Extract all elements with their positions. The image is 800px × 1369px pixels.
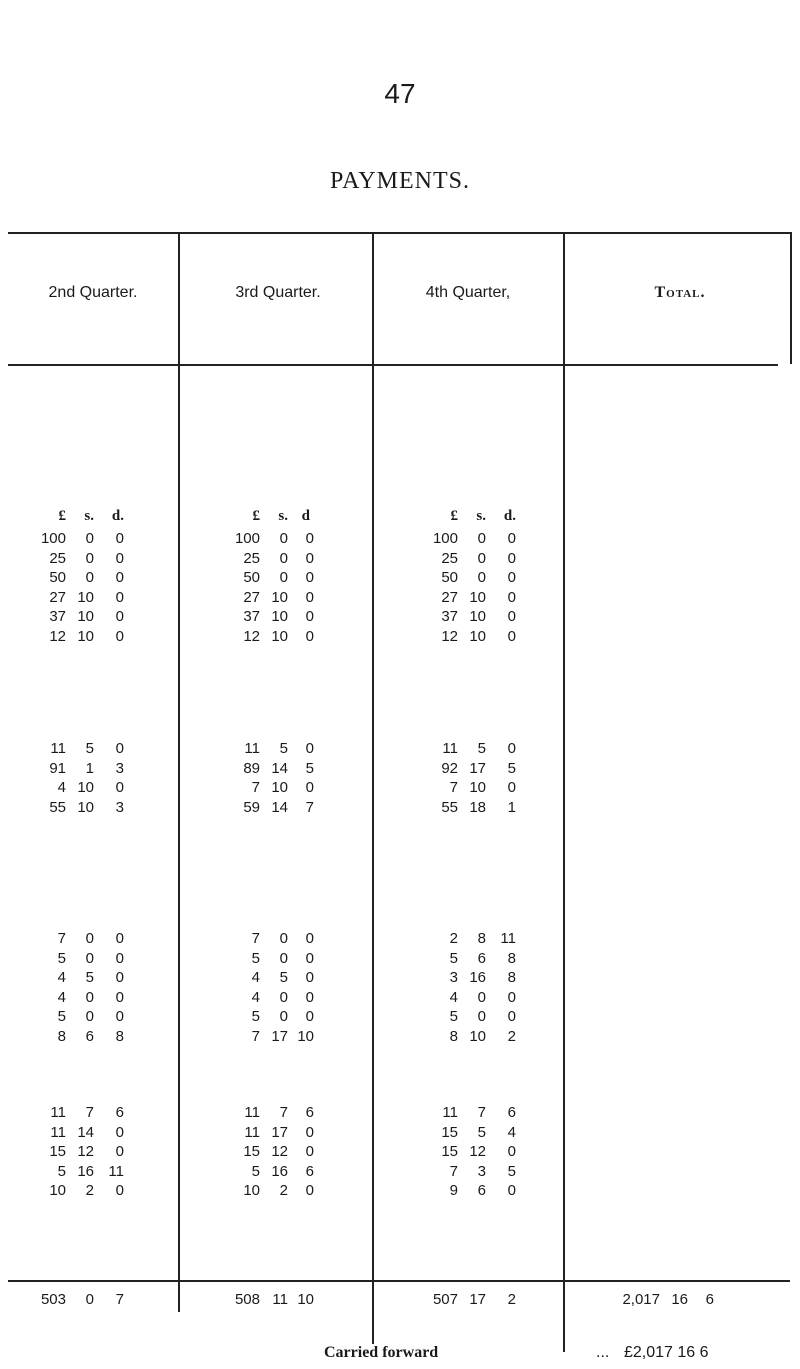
pounds: 11 bbox=[50, 1104, 66, 1121]
shillings: 0 bbox=[279, 569, 288, 587]
shillings: 2 bbox=[85, 1182, 94, 1200]
pounds: 27 bbox=[441, 588, 458, 606]
table-row-amount bbox=[0, 1143, 180, 1163]
pence: 0 bbox=[115, 779, 124, 797]
pounds: 89 bbox=[243, 759, 260, 777]
pounds: 15 bbox=[441, 1123, 458, 1141]
table-row-amount bbox=[0, 1124, 180, 1144]
shillings: 17 bbox=[271, 1123, 288, 1141]
shillings: 16 bbox=[671, 1291, 688, 1308]
page-title: PAYMENTS. bbox=[330, 168, 470, 194]
shillings: 0 bbox=[85, 1008, 94, 1026]
shillings: 10 bbox=[77, 588, 94, 606]
table-row-amount bbox=[196, 930, 376, 950]
pounds: 5 bbox=[57, 1162, 66, 1180]
pounds: 37 bbox=[243, 608, 260, 626]
pence: 2 bbox=[507, 1291, 516, 1308]
shillings: 5 bbox=[279, 969, 288, 987]
shillings: 0 bbox=[85, 549, 94, 567]
shillings: 5 bbox=[85, 740, 94, 757]
pence: 0 bbox=[115, 1143, 124, 1161]
table-row-amount bbox=[196, 550, 376, 570]
pence: 6 bbox=[705, 1291, 714, 1308]
pence: 0 bbox=[305, 628, 314, 645]
pence: 0 bbox=[305, 1123, 314, 1141]
table-row-amount bbox=[0, 628, 180, 648]
shillings: 0 bbox=[85, 1291, 94, 1308]
carried-forward-label: Carried forward bbox=[324, 1344, 439, 1361]
pence: 0 bbox=[507, 549, 516, 567]
pence-symbol: d. bbox=[503, 508, 516, 524]
table-row-amount bbox=[0, 1104, 180, 1124]
pence: 0 bbox=[507, 608, 516, 626]
table-row-amount bbox=[0, 530, 180, 550]
pence: 4 bbox=[507, 1123, 516, 1141]
table-row-amount bbox=[0, 1028, 180, 1048]
pence: 0 bbox=[507, 1182, 516, 1200]
table-row-amount bbox=[392, 608, 572, 628]
heading-4th-quarter: 4th Quarter, bbox=[425, 284, 511, 301]
shillings: 11 bbox=[272, 1291, 288, 1308]
pence: 2 bbox=[507, 1028, 516, 1045]
pounds: 55 bbox=[441, 798, 458, 816]
shillings: 5 bbox=[477, 740, 486, 757]
pounds: 4 bbox=[449, 988, 458, 1006]
table-row-amount bbox=[392, 530, 572, 550]
pence: 0 bbox=[305, 530, 314, 547]
pence: 0 bbox=[305, 969, 314, 987]
pence-symbol: d bbox=[301, 508, 310, 524]
pounds: 92 bbox=[441, 759, 458, 777]
pence: 0 bbox=[305, 779, 314, 797]
header-rule bbox=[8, 364, 778, 366]
pence: 0 bbox=[305, 740, 314, 757]
pounds: 507 bbox=[432, 1291, 458, 1308]
pounds: 25 bbox=[243, 549, 260, 567]
shillings: 17 bbox=[271, 1028, 288, 1045]
pence: 0 bbox=[507, 530, 516, 547]
table-row-amount bbox=[196, 1182, 376, 1202]
shillings: 10 bbox=[271, 779, 288, 797]
table-row-amount bbox=[196, 989, 376, 1009]
table-row-amount bbox=[196, 1028, 376, 1048]
pence: 10 bbox=[297, 1291, 314, 1308]
pounds-symbol: £ bbox=[58, 508, 66, 524]
table-row-amount bbox=[196, 779, 376, 799]
table-row-amount bbox=[392, 760, 572, 780]
table-row-amount bbox=[392, 799, 572, 819]
shillings: 0 bbox=[85, 930, 94, 947]
shillings-symbol: s. bbox=[278, 508, 288, 524]
shillings: 5 bbox=[477, 1123, 486, 1141]
pounds: 4 bbox=[251, 988, 260, 1006]
pounds: 15 bbox=[49, 1143, 66, 1161]
total-2nd-quarter bbox=[0, 1291, 180, 1311]
shillings: 14 bbox=[271, 759, 288, 777]
shillings: 17 bbox=[469, 759, 486, 777]
shillings: 10 bbox=[77, 628, 94, 645]
pounds: 8 bbox=[57, 1028, 66, 1045]
pence-symbol: d. bbox=[111, 508, 124, 524]
pence: 0 bbox=[305, 930, 314, 947]
shillings: 10 bbox=[77, 608, 94, 626]
pence: 0 bbox=[115, 549, 124, 567]
total-3rd-quarter bbox=[196, 1291, 376, 1311]
pounds: 5 bbox=[57, 1008, 66, 1026]
pounds: 5 bbox=[449, 949, 458, 967]
shillings: 12 bbox=[271, 1143, 288, 1161]
table-row-amount bbox=[0, 930, 180, 950]
shillings: 0 bbox=[279, 930, 288, 947]
shillings: 1 bbox=[85, 759, 94, 777]
pounds: 5 bbox=[251, 1008, 260, 1026]
table-row-amount bbox=[392, 989, 572, 1009]
table-row-amount bbox=[392, 1182, 572, 1202]
table-row-amount bbox=[196, 1163, 376, 1183]
pence: 6 bbox=[305, 1104, 314, 1121]
pounds: 5 bbox=[251, 1162, 260, 1180]
table-row-amount bbox=[392, 740, 572, 760]
shillings: 10 bbox=[469, 628, 486, 645]
shillings: 0 bbox=[279, 549, 288, 567]
shillings-symbol: s. bbox=[476, 508, 486, 524]
pence: 0 bbox=[115, 1008, 124, 1026]
shillings: 0 bbox=[85, 988, 94, 1006]
shillings: 0 bbox=[477, 549, 486, 567]
pence: 0 bbox=[115, 569, 124, 587]
pence: 0 bbox=[115, 530, 124, 547]
table-row-amount bbox=[0, 589, 180, 609]
pounds: 37 bbox=[441, 608, 458, 626]
table-row-amount bbox=[196, 530, 376, 550]
table-row-amount bbox=[196, 950, 376, 970]
table-row-amount bbox=[0, 740, 180, 760]
shillings: 6 bbox=[477, 949, 486, 967]
pounds: 2,017 bbox=[622, 1291, 660, 1308]
currency-header-3rd bbox=[196, 508, 376, 528]
pounds: 3 bbox=[449, 969, 458, 987]
heading-total: Total. bbox=[654, 284, 706, 301]
shillings: 10 bbox=[77, 779, 94, 797]
pounds: 4 bbox=[251, 969, 260, 987]
table-row-amount bbox=[392, 1124, 572, 1144]
shillings: 0 bbox=[477, 569, 486, 587]
table-row-amount bbox=[196, 628, 376, 648]
pounds: 4 bbox=[57, 988, 66, 1006]
pence: 0 bbox=[305, 588, 314, 606]
table-row-amount bbox=[0, 799, 180, 819]
pence: 0 bbox=[507, 740, 516, 757]
pounds: 25 bbox=[49, 549, 66, 567]
pounds: 7 bbox=[449, 1162, 458, 1180]
table-row-amount bbox=[392, 628, 572, 648]
pence: 3 bbox=[115, 759, 124, 777]
pounds: 59 bbox=[243, 798, 260, 816]
shillings: 17 bbox=[469, 1291, 486, 1308]
total-rule bbox=[8, 1280, 790, 1282]
pounds: 9 bbox=[449, 1182, 458, 1200]
pence: 7 bbox=[115, 1291, 124, 1308]
pounds: 7 bbox=[57, 930, 66, 947]
pounds: 12 bbox=[441, 628, 458, 645]
pence: 0 bbox=[507, 988, 516, 1006]
pounds: 10 bbox=[49, 1182, 66, 1200]
shillings: 0 bbox=[279, 988, 288, 1006]
shillings: 0 bbox=[279, 1008, 288, 1026]
pence: 0 bbox=[305, 949, 314, 967]
table-row-amount bbox=[196, 969, 376, 989]
table-row-amount bbox=[392, 1104, 572, 1124]
table-row-amount bbox=[0, 950, 180, 970]
pounds: 503 bbox=[40, 1291, 66, 1308]
table-row-amount bbox=[392, 550, 572, 570]
table-row-amount bbox=[392, 779, 572, 799]
shillings: 0 bbox=[477, 1008, 486, 1026]
table-row-amount bbox=[392, 1163, 572, 1183]
pence: 0 bbox=[115, 988, 124, 1006]
shillings: 12 bbox=[77, 1143, 94, 1161]
pounds: 27 bbox=[243, 588, 260, 606]
table-row-amount bbox=[392, 1008, 572, 1028]
shillings: 7 bbox=[85, 1104, 94, 1121]
pounds: 5 bbox=[57, 949, 66, 967]
table-row-amount bbox=[196, 1104, 376, 1124]
pounds: 7 bbox=[251, 930, 260, 947]
table-row-amount bbox=[196, 589, 376, 609]
shillings: 10 bbox=[469, 1028, 486, 1045]
shillings: 0 bbox=[85, 569, 94, 587]
pounds: 7 bbox=[449, 779, 458, 797]
divider-right bbox=[790, 232, 792, 364]
shillings: 6 bbox=[85, 1028, 94, 1045]
shillings: 3 bbox=[477, 1162, 486, 1180]
shillings: 0 bbox=[477, 530, 486, 547]
heading-3rd-quarter: 3rd Quarter. bbox=[235, 284, 321, 301]
pence: 8 bbox=[507, 969, 516, 987]
pounds: 4 bbox=[57, 969, 66, 987]
pounds: 508 bbox=[234, 1291, 260, 1308]
shillings: 0 bbox=[85, 949, 94, 967]
shillings: 10 bbox=[469, 779, 486, 797]
pounds: 27 bbox=[49, 588, 66, 606]
shillings: 10 bbox=[271, 628, 288, 645]
pence: 0 bbox=[305, 549, 314, 567]
pence: 0 bbox=[115, 588, 124, 606]
pounds: 10 bbox=[243, 1182, 260, 1200]
currency-header-2nd bbox=[0, 508, 180, 528]
pence: 0 bbox=[507, 779, 516, 797]
pence: 0 bbox=[115, 1123, 124, 1141]
pounds: 100 bbox=[40, 530, 66, 547]
table-row-amount bbox=[392, 969, 572, 989]
pence: 5 bbox=[507, 1162, 516, 1180]
pounds-symbol: £ bbox=[252, 508, 260, 524]
shillings: 10 bbox=[271, 608, 288, 626]
pounds: 11 bbox=[244, 1123, 260, 1141]
pounds: 100 bbox=[234, 530, 260, 547]
table-row-amount bbox=[392, 569, 572, 589]
table-row-amount bbox=[196, 799, 376, 819]
pence: 5 bbox=[305, 759, 314, 777]
shillings: 16 bbox=[271, 1162, 288, 1180]
pence: 0 bbox=[305, 569, 314, 587]
shillings: 18 bbox=[469, 798, 486, 816]
pence: 6 bbox=[115, 1104, 124, 1121]
pence: 6 bbox=[305, 1162, 314, 1180]
shillings: 0 bbox=[279, 530, 288, 547]
table-row-amount bbox=[0, 1008, 180, 1028]
pounds: 11 bbox=[244, 740, 260, 757]
table-row-amount bbox=[196, 760, 376, 780]
shillings: 7 bbox=[477, 1104, 486, 1121]
pence: 0 bbox=[115, 628, 124, 645]
table-row-amount bbox=[0, 969, 180, 989]
pounds: 55 bbox=[49, 798, 66, 816]
pounds: 50 bbox=[243, 569, 260, 587]
carried-forward-leader: ... bbox=[596, 1344, 610, 1361]
pounds: 5 bbox=[449, 1008, 458, 1026]
pence: 0 bbox=[115, 608, 124, 626]
pence: 0 bbox=[115, 740, 124, 757]
pence: 0 bbox=[305, 1008, 314, 1026]
table-row-amount bbox=[392, 1028, 572, 1048]
shillings: 8 bbox=[477, 930, 486, 947]
shillings: 7 bbox=[279, 1104, 288, 1121]
pounds-symbol: £ bbox=[450, 508, 458, 524]
shillings: 6 bbox=[477, 1182, 486, 1200]
table-row-amount bbox=[392, 950, 572, 970]
pounds: 11 bbox=[50, 1123, 66, 1141]
pence: 0 bbox=[305, 988, 314, 1006]
pounds: 11 bbox=[50, 740, 66, 757]
pence: 3 bbox=[115, 798, 124, 816]
pounds: 11 bbox=[244, 1104, 260, 1121]
pence: 0 bbox=[507, 588, 516, 606]
table-row-amount bbox=[0, 608, 180, 628]
pence: 5 bbox=[507, 759, 516, 777]
total-4th-quarter bbox=[392, 1291, 572, 1311]
shillings: 10 bbox=[77, 798, 94, 816]
pounds: 25 bbox=[441, 549, 458, 567]
table-row-amount bbox=[392, 930, 572, 950]
table-row-amount bbox=[196, 608, 376, 628]
pounds: 7 bbox=[251, 1028, 260, 1045]
pence: 10 bbox=[297, 1028, 314, 1045]
table-row-amount bbox=[0, 1163, 180, 1183]
shillings: 0 bbox=[85, 530, 94, 547]
shillings: 0 bbox=[279, 949, 288, 967]
table-row-amount bbox=[392, 1143, 572, 1163]
shillings-symbol: s. bbox=[84, 508, 94, 524]
heading-2nd-quarter: 2nd Quarter. bbox=[48, 284, 138, 301]
pence: 0 bbox=[305, 1182, 314, 1200]
pence: 0 bbox=[115, 969, 124, 987]
shillings: 10 bbox=[469, 588, 486, 606]
table-row-amount bbox=[0, 569, 180, 589]
shillings: 5 bbox=[279, 740, 288, 757]
pence: 1 bbox=[507, 798, 516, 816]
pounds: 50 bbox=[441, 569, 458, 587]
pounds: 50 bbox=[49, 569, 66, 587]
pounds: 91 bbox=[49, 759, 66, 777]
table-row-amount bbox=[196, 740, 376, 760]
pounds: 12 bbox=[49, 628, 66, 645]
table-row-amount bbox=[196, 1143, 376, 1163]
pounds: 11 bbox=[442, 740, 458, 757]
grand-total bbox=[580, 1291, 780, 1311]
pounds: 8 bbox=[449, 1028, 458, 1045]
shillings: 14 bbox=[271, 798, 288, 816]
shillings: 5 bbox=[85, 969, 94, 987]
table-row-amount bbox=[196, 569, 376, 589]
table-row-amount bbox=[196, 1008, 376, 1028]
pence: 11 bbox=[500, 930, 516, 947]
pence: 0 bbox=[507, 1008, 516, 1026]
pence: 0 bbox=[115, 930, 124, 947]
table-row-amount bbox=[392, 589, 572, 609]
pence: 0 bbox=[507, 1143, 516, 1161]
page-number: 47 bbox=[384, 78, 416, 109]
pence: 0 bbox=[507, 569, 516, 587]
shillings: 10 bbox=[271, 588, 288, 606]
pounds: 2 bbox=[449, 930, 458, 947]
table-row-amount bbox=[0, 760, 180, 780]
pounds: 4 bbox=[57, 779, 66, 797]
currency-header-4th bbox=[392, 508, 572, 528]
table-row-amount bbox=[0, 550, 180, 570]
shillings: 10 bbox=[469, 608, 486, 626]
pounds: 37 bbox=[49, 608, 66, 626]
pounds: 12 bbox=[243, 628, 260, 645]
top-rule bbox=[8, 232, 790, 234]
table-row-amount bbox=[196, 1124, 376, 1144]
shillings: 16 bbox=[77, 1162, 94, 1180]
pence: 0 bbox=[305, 1143, 314, 1161]
pence: 0 bbox=[115, 1182, 124, 1200]
pence: 6 bbox=[507, 1104, 516, 1121]
pence: 0 bbox=[115, 949, 124, 967]
pence: 0 bbox=[305, 608, 314, 626]
pounds: 7 bbox=[251, 779, 260, 797]
pounds: 15 bbox=[441, 1143, 458, 1161]
pounds: 5 bbox=[251, 949, 260, 967]
table-row-amount bbox=[0, 989, 180, 1009]
shillings: 14 bbox=[77, 1123, 94, 1141]
pence: 11 bbox=[108, 1162, 124, 1180]
pounds: 15 bbox=[243, 1143, 260, 1161]
shillings: 16 bbox=[469, 969, 486, 987]
shillings: 0 bbox=[477, 988, 486, 1006]
shillings: 2 bbox=[279, 1182, 288, 1200]
table-row-amount bbox=[0, 1182, 180, 1202]
carried-forward-amount: £2,017 16 6 bbox=[624, 1344, 709, 1361]
pence: 0 bbox=[507, 628, 516, 645]
shillings: 12 bbox=[469, 1143, 486, 1161]
pounds: 100 bbox=[432, 530, 458, 547]
pence: 7 bbox=[305, 798, 314, 816]
pence: 8 bbox=[115, 1028, 124, 1045]
pounds: 11 bbox=[442, 1104, 458, 1121]
table-row-amount bbox=[0, 779, 180, 799]
pence: 8 bbox=[507, 949, 516, 967]
